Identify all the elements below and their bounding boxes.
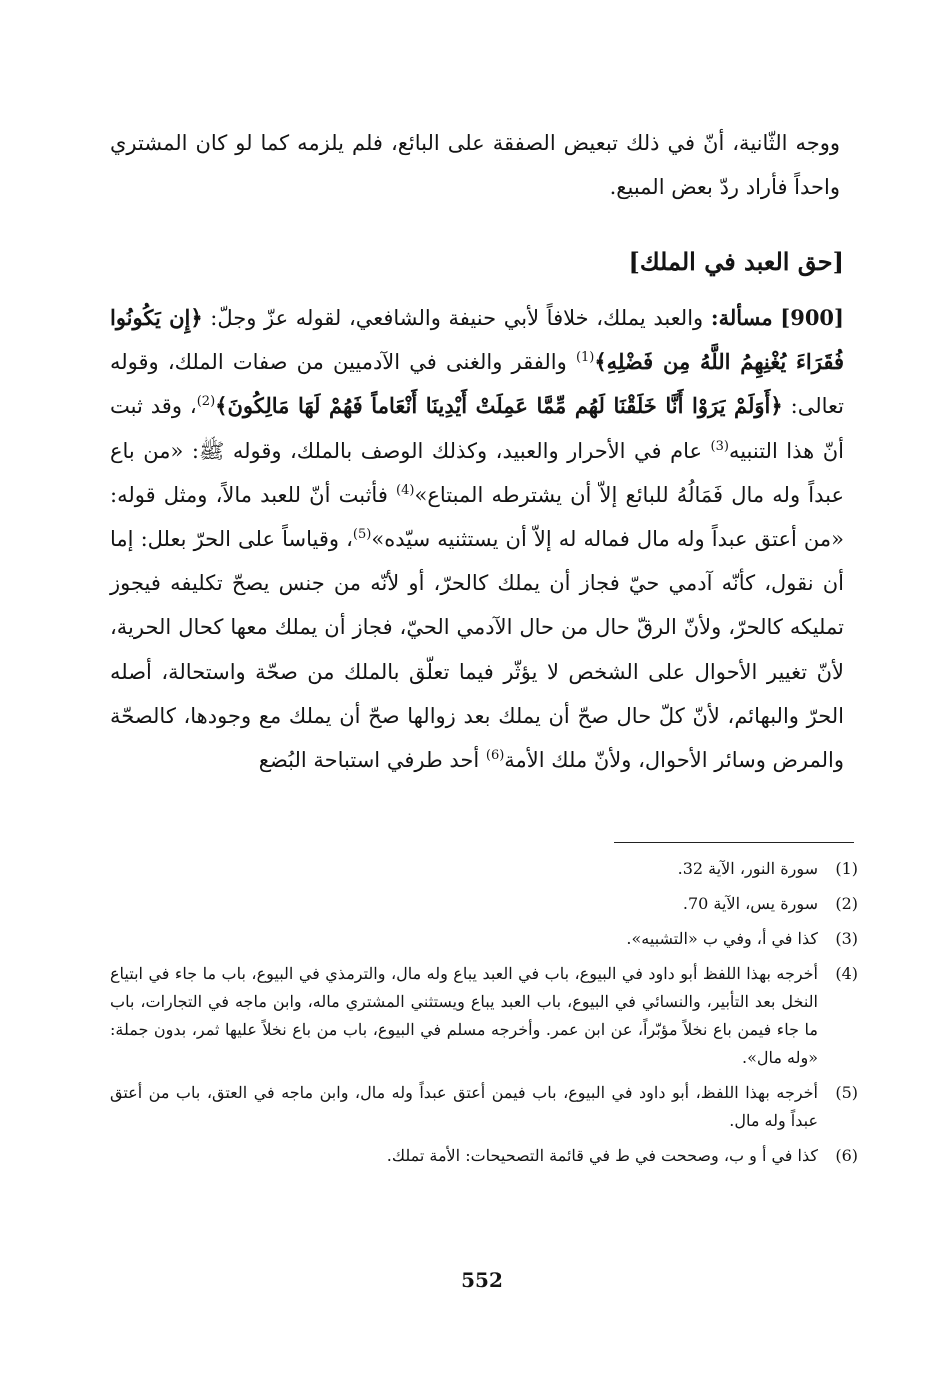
footnotes xyxy=(110,855,858,1177)
footnote-separator xyxy=(614,842,854,843)
text-segment: أحد طرفي استباحة البُضع xyxy=(258,748,486,773)
page-number: 552 xyxy=(461,1268,503,1292)
footnote-item xyxy=(110,855,858,883)
text-segment: فأثبت أنّ للعبد مالاً، ومثل قوله: «من أعتق عبداً وله مال فماله له إلاّ أن يستثنيه سيّده» xyxy=(110,482,844,552)
footnote-item xyxy=(110,1079,858,1135)
footnote-item xyxy=(110,1142,858,1170)
section-heading: [حق العبد في الملك] xyxy=(628,246,844,276)
footnote-ref: (1) xyxy=(575,350,595,366)
footnote-number: (6) xyxy=(835,1146,858,1165)
footnote-number: (1) xyxy=(835,859,858,878)
footnote-ref: (2) xyxy=(196,394,216,410)
footnote-ref: (5) xyxy=(352,527,372,543)
text-segment: ، وقياساً على الحرّ بعلل: إما أن نقول، كأنّه آدمي حيّ فجاز أن يملك كالحرّ، أو لأنّه من جنس يصحّ تكليفه فيجوز تمليكه كالحرّ، ولأنّ الرقّ حال من حال الآدمي الحيّ، فجاز أن يملك معها كحال الحرية، لأنّ تغيير الأحوال على الشخص لا يؤثّر فيما تعلّق بالملك من صحّة واستحالة، أصله الحرّ والبهائم، لأنّ كلّ حال صحّ أن يملك بعد زوالها صحّ أن يملك مع وجودها، كالصحّة والمرض وسائر الأحوال، ولأنّ ملك الأمة xyxy=(110,527,844,773)
text-segment: والفقر والغنى في الآدميين من صفات الملك، وقوله تعالى: xyxy=(110,350,844,419)
footnote-ref: (3) xyxy=(710,438,729,454)
footnote-item xyxy=(110,890,858,918)
issue-number: [900] xyxy=(780,305,844,330)
paragraph-masala-900 xyxy=(110,296,844,782)
footnote-text: سورة النور، الآية 32. xyxy=(677,859,818,878)
footnote-item xyxy=(110,960,858,1072)
quran-verse: ﴿إِن يَكُونُوا فُقَرَاءَ يُغْنِهِمُ اللَّهُ مِن فَضْلِهِ﴾ xyxy=(110,305,844,375)
footnote-ref: (4) xyxy=(396,482,415,498)
footnote-ref: (6) xyxy=(485,748,505,764)
footnote-text: كذا في أ، وفي ب «التشبيه». xyxy=(626,929,818,948)
text-segment: والعبد يملك، خلافاً لأبي حنيفة والشافعي، لقوله عزّ وجلّ: xyxy=(202,306,711,330)
paragraph-intro: ووجه الثّانية، أنّ في ذلك تبعيض الصفقة على البائع، فلم يلزمه كما لو كان المشتري واحداً فأراد ردّ بعض المبيع. xyxy=(110,131,840,199)
text-segment: عام في الأحرار والعبيد، وكذلك الوصف بالملك، وقوله ﷺ: «من باع عبداً وله مال فَمَالُهُ للبائع إلاّ أن يشترطه المبتاع» xyxy=(110,438,844,507)
footnote-number: (2) xyxy=(835,894,858,913)
quran-verse: ﴿أَوَلَمْ يَرَوْا أَنَّا خَلَقْنَا لَهُم مِّمَّا عَمِلَتْ أَيْدِينَا أَنْعَاماً فَهُمْ لَهَا مَالِكُونَ﴾ xyxy=(215,393,783,419)
footnote-item xyxy=(110,925,858,953)
text-segment: ، وقد ثبت أنّ هذا التنبيه xyxy=(110,394,844,463)
footnote-text: سورة يس، الآية 70. xyxy=(682,894,818,913)
issue-keyword: مسألة: xyxy=(710,305,773,330)
footnote-number: (4) xyxy=(835,964,858,983)
footnote-text: كذا في أ و ب، وصححت في ط في قائمة التصحيحات: الأمة تملك. xyxy=(386,1146,818,1165)
footnote-number: (3) xyxy=(835,929,858,948)
footnote-text: أخرجه بهذا اللفظ، أبو داود في البيوع، باب فيمن أعتق عبداً وله مال، وابن ماجه في العتق، باب من أعتق عبداً وله مال. xyxy=(110,1083,818,1130)
footnote-number: (5) xyxy=(835,1083,858,1102)
footnote-text: أخرجه بهذا اللفظ أبو داود في البيوع، باب في العبد يباع وله مال، والترمذي في البيوع، باب ما جاء في ابتياع النخل بعد التأبير، والنسائي في البيوع، باب العبد يباع ويستثني المشتري ماله، وابن ماجه في التجارات، باب ما جاء فيمن باع نخلاً مؤبّراً، عن ابن عمر. وأخرجه مسلم في البيوع، باب من باع نخلاً عليها ثمر، بدون جملة: «وله مال». xyxy=(110,964,818,1067)
